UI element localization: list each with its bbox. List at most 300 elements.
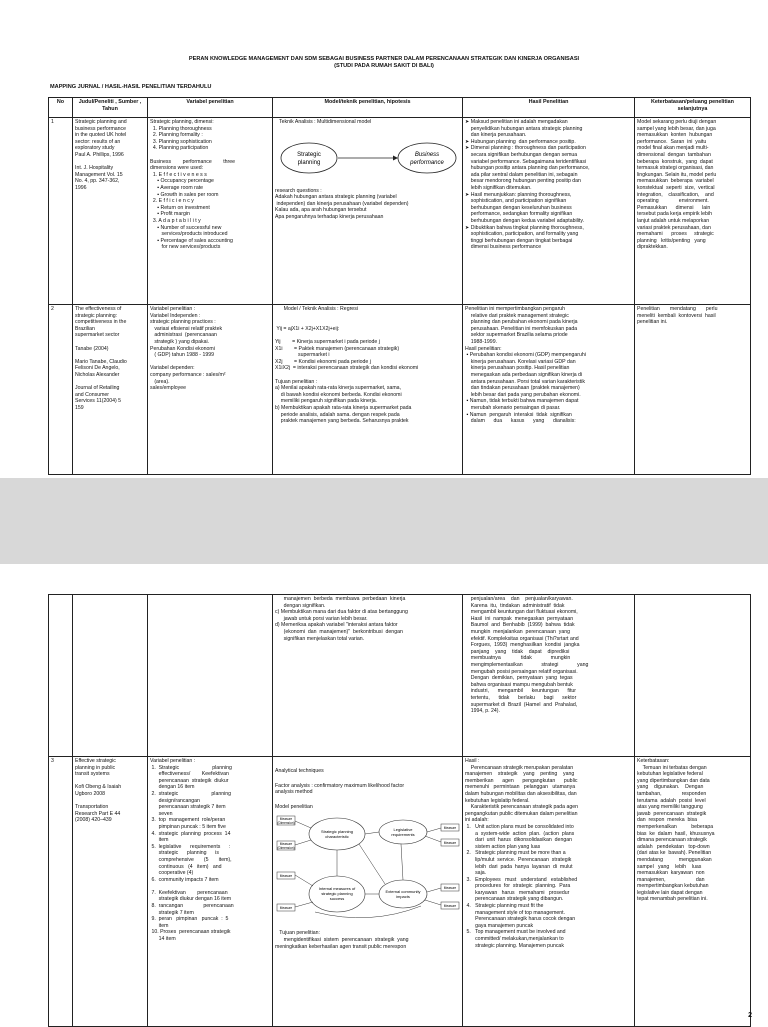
text-line: lebih signifikan ditemukan. bbox=[465, 184, 532, 191]
text-line: 2. E f f i c i e n c y bbox=[150, 198, 194, 205]
text-line: mempertimbangkan kebutuhan bbox=[637, 883, 709, 890]
hasil-cell-continued bbox=[463, 595, 635, 757]
text-line: No. 4, pp. 347-362, bbox=[75, 178, 120, 185]
text-line: ➤ Maksud penelitian ini adalah mengadakan bbox=[465, 119, 568, 125]
text-line: 3. Employees must understand established bbox=[465, 876, 578, 883]
text-line: manajemen strategik yang penting yang bbox=[465, 771, 575, 778]
text-line: memberikan agen pengangkutan public bbox=[465, 777, 578, 784]
svg-text:Measure: Measure bbox=[443, 886, 457, 891]
text-line: signifikan menjelaskan total varian. bbox=[275, 635, 365, 642]
text-line: kebutuhan legislative federal bbox=[637, 771, 703, 778]
text-line: Journal of Retailing bbox=[75, 385, 120, 392]
text-line: X1iX2j = interaksi perencanaan strategik dan kondisi ekonomi bbox=[275, 365, 419, 372]
text-line: tambahan, responden bbox=[637, 790, 707, 797]
text-line: a) Menilai apakah rata-rata kinerja supermarket, sama, bbox=[275, 385, 401, 392]
text-line bbox=[150, 152, 270, 159]
text-line: analysis method bbox=[275, 789, 313, 796]
analytical-techniques: Analytical techniques bbox=[275, 768, 324, 774]
text-line: (ekonomi dan manajemen)" berkontribusi dengan bbox=[275, 628, 403, 635]
text-line: 1. Planning thoroughness bbox=[150, 125, 212, 132]
text-line: Karakteristik perencanaan strategik pada agen bbox=[465, 804, 579, 811]
text-line: dimensions were used: bbox=[150, 165, 204, 172]
text-line: in the quoted UK hotel bbox=[75, 132, 127, 139]
text-line: Variabel penelitian : bbox=[150, 758, 196, 764]
text-line: beberapa konstruk, yang dapat bbox=[637, 158, 713, 165]
text-line: variasi praktek perusahaan, dan bbox=[637, 224, 711, 231]
text-line bbox=[150, 883, 270, 890]
text-line: 2. Strategic planning must be more than a bbox=[465, 850, 566, 857]
text-line: besar mendorong hubungan penting positip dan bbox=[465, 178, 581, 185]
page-number: 2 bbox=[748, 1012, 752, 1019]
text-line: dengan 16 item bbox=[150, 784, 195, 791]
svg-text:Legislative: Legislative bbox=[393, 827, 413, 833]
text-line: variasi efisiensi relatif praktek bbox=[150, 325, 223, 332]
text-line: kinerja perusahaan. Korelasi variasi GDP dan bbox=[465, 358, 576, 365]
text-line: ▪ Percentage of sales accounting bbox=[150, 237, 233, 244]
text-line: 1994, p. 24). bbox=[465, 708, 500, 715]
text-line: 8. rancangan perencanaan bbox=[150, 903, 234, 910]
text-line: Yij = ajX1i + X2j+X1X2j+eij: bbox=[275, 325, 340, 332]
text-line: comprehensive (5 item), bbox=[150, 856, 232, 863]
svg-text:(Dimension): (Dimension) bbox=[277, 821, 295, 826]
text-line: dengan signifikan. bbox=[275, 602, 326, 609]
text-line: transit systems bbox=[75, 771, 110, 778]
text-line: manajemen berbeda membawa perbedaan kinerja bbox=[275, 596, 406, 602]
text-line: supermarket di Brazil (Hamel and Prahalad, bbox=[465, 701, 578, 708]
text-line: adalah pendekatan top-down bbox=[637, 843, 710, 850]
variabel-cell bbox=[148, 757, 273, 1027]
text-line: sampel yang lebih luas bbox=[637, 863, 702, 870]
text-line bbox=[275, 319, 460, 326]
text-line: pengangkutan public ditemukan dalam penelitian bbox=[465, 810, 578, 817]
text-line: dimensional dengan tambahan bbox=[637, 151, 711, 158]
text-line: strategik 7 item bbox=[150, 909, 194, 916]
text-line: Research Part E 44 bbox=[75, 810, 121, 817]
text-line: Kalau ada, apa arah hubungan tersebut bbox=[275, 207, 367, 214]
page-1 bbox=[0, 0, 768, 478]
header-keterbatasan: Keterbatasan/peluang penelitian selanjutnya bbox=[635, 98, 751, 118]
text-line: merubah skenario persaingan di pasar. bbox=[465, 404, 561, 411]
text-line bbox=[75, 798, 145, 805]
text-line: penelitian ini. bbox=[637, 319, 668, 326]
text-line: 4. Strategic planning must fit the bbox=[465, 903, 544, 910]
text-line: 1. Strategic planning bbox=[150, 764, 232, 771]
text-line: secara signifikan berhubungan dengan semua bbox=[465, 151, 578, 158]
text-line: tertentu, tidak berlaku bagi sektor bbox=[465, 694, 577, 701]
hasil-cell bbox=[463, 118, 635, 305]
text-line: 5. Top management must be involved and bbox=[465, 929, 566, 936]
text-line: ▪ Namun pengaruh interaksi tidak signifikan bbox=[465, 411, 572, 418]
table-row bbox=[49, 757, 751, 1027]
text-line: antara perusahaan. Porsi total varian karakteristik bbox=[465, 378, 585, 385]
page-gap bbox=[0, 478, 768, 564]
text-line bbox=[75, 379, 145, 386]
hasil-cell bbox=[463, 305, 635, 475]
text-line: Tujuan penelitian: bbox=[275, 930, 320, 937]
text-line: dimana perencanaan strategik bbox=[637, 837, 707, 844]
text-line: Baumol and Benhabib (1999) bahwa tidak bbox=[465, 622, 575, 629]
text-line: dan respon mereka bisa bbox=[637, 817, 697, 824]
text-line: memahami proses strategic bbox=[637, 231, 714, 238]
text-line: exploratory study bbox=[75, 145, 115, 152]
text-line: Tanabe (2004) bbox=[75, 345, 109, 352]
text-line: bahwa organisasi mampu mengubah bentuk bbox=[465, 681, 573, 688]
text-line bbox=[275, 332, 460, 339]
text-line: ▪ Return on investment bbox=[150, 204, 210, 211]
text-line: 1. E f f e c t i v e n e s s bbox=[150, 171, 207, 178]
table-row bbox=[49, 305, 751, 475]
text-line: Perencanaan strategik merupakan peralatan bbox=[465, 764, 574, 771]
text-line: tepat menambah penelitian ini. bbox=[637, 896, 708, 903]
text-line: mendatang menggunakan bbox=[637, 856, 712, 863]
text-line: planning in public bbox=[75, 764, 116, 771]
text-line: 4. Planning participation bbox=[150, 145, 209, 152]
text-line: ini adalah: bbox=[465, 817, 489, 824]
text-line: ▪ Profit margin bbox=[150, 211, 190, 218]
text-line: ➤ Dibuktikan bahwa tingkat planning thoroughness, bbox=[465, 224, 584, 231]
svg-text:Measure: Measure bbox=[279, 842, 293, 847]
text-line: di bawah kondisi ekonomi berbeda. Kondisi ekonomi bbox=[275, 391, 402, 398]
text-line: Effective strategic bbox=[75, 758, 116, 764]
text-line: membuatnya tidak mungkin bbox=[465, 655, 571, 662]
text-line: mengimplementasikan strategi yang bbox=[465, 661, 589, 668]
text-line: industri, mengambil keuntungan fitur bbox=[465, 688, 577, 695]
text-line: business performance bbox=[75, 125, 127, 132]
text-line: cooperative (4) bbox=[150, 870, 194, 877]
text-line: sales/employee bbox=[150, 385, 187, 392]
text-line: (dari atas ke bawah). Penelitian bbox=[637, 850, 712, 857]
text-line: tersebut pada kerja empirik lebih bbox=[637, 211, 712, 218]
text-line: performance, sedangkan formality signifikan bbox=[465, 211, 573, 218]
text-line bbox=[75, 339, 145, 346]
row-number: 3 bbox=[49, 757, 73, 1027]
text-line bbox=[75, 352, 145, 359]
text-line: 1996 bbox=[75, 184, 87, 191]
text-line: Mario Tanabe, Claudio bbox=[75, 358, 127, 365]
svg-text:success: success bbox=[329, 896, 345, 902]
svg-text:strategic planning: strategic planning bbox=[321, 891, 353, 897]
text-line: ▪ Perubahan kondisi ekonomi (GDP) mempengaruhi bbox=[465, 352, 586, 359]
tujuan-penelitian bbox=[275, 930, 460, 950]
text-line: Strategic planning and bbox=[75, 119, 127, 125]
text-line: yang digunakan. Dengan bbox=[637, 784, 704, 791]
text-line: performance. Saran ini yaitu bbox=[637, 138, 707, 145]
text-line: research questions : bbox=[275, 187, 322, 194]
text-line: lebih besar dari pada yang perubahan ekonomi. bbox=[465, 391, 581, 398]
text-line: 1. Unit action plans must be consolidated into bbox=[465, 823, 574, 830]
text-line: ( GDP) tahun 1988 - 1999 bbox=[150, 352, 215, 359]
text-line: planning dan perubahan ekonomi pada kinerja bbox=[465, 319, 578, 326]
text-line: Int. J. Hospitality bbox=[75, 165, 114, 172]
text-line: Perencanaan strategik harus cocok dengan bbox=[465, 916, 576, 923]
text-line: meneliti kembali kontoversi hasil bbox=[637, 312, 716, 319]
text-line: ▪ Occupancy percentage bbox=[150, 178, 214, 185]
text-line: yang dipertimbangkan dan data bbox=[637, 777, 710, 784]
header-hasil: Hasil Penelitian bbox=[463, 98, 635, 118]
text-line: tinggi berhubungan dengan tingkat berbagai bbox=[465, 237, 573, 244]
text-line: mengambil keuntungan dari fluktuasi ekonomi, bbox=[465, 609, 578, 616]
text-line: strategic planning. Manajemen puncak bbox=[465, 942, 564, 949]
text-line: The effectiveness of bbox=[75, 306, 122, 312]
text-line: 3. top management role/peran bbox=[150, 817, 226, 824]
text-line: sophistication, participation, and formality yang bbox=[465, 231, 579, 238]
text-line: legislative lain dapat dengan bbox=[637, 889, 703, 896]
text-line: strategik diukur dengan 16 item bbox=[150, 896, 232, 903]
text-line: 5. legislative requirements : bbox=[150, 843, 231, 850]
text-line: 159 bbox=[75, 404, 84, 411]
planning-performance-diagram bbox=[275, 130, 461, 182]
text-line: hubungan positip antara planning dan performance, bbox=[465, 165, 590, 172]
row-number: 1 bbox=[49, 118, 73, 305]
model-cell bbox=[273, 757, 463, 1027]
text-line: Nicholas Alexander bbox=[75, 371, 120, 378]
research-model-diagram bbox=[275, 814, 461, 926]
text-line: strategic planning: bbox=[75, 312, 118, 319]
text-line: Hasil penelitian: bbox=[465, 345, 502, 352]
text-line: bias ke dalam hasil, khususnya bbox=[637, 830, 715, 837]
text-line: karyawan harus memahami prosedur bbox=[465, 889, 570, 896]
text-line: ➤ Dimensi planning : thoroughness dan participation bbox=[465, 145, 586, 152]
table-header-row bbox=[49, 98, 751, 118]
text-line: continuous (4 item) and bbox=[150, 863, 222, 870]
text-line: termasuk strategi organisasi, dan bbox=[637, 165, 714, 172]
text-line: a system-wide action plan. (action plans bbox=[465, 830, 575, 837]
text-line: 1988-1999. bbox=[465, 338, 498, 345]
text-line: saja. bbox=[465, 870, 487, 877]
business-performance-node bbox=[398, 143, 456, 173]
judul-cell bbox=[73, 757, 148, 1027]
text-line: administrasi (perencanaan bbox=[150, 332, 217, 339]
text-line: Tujuan penelitian : bbox=[275, 378, 318, 385]
page-2 bbox=[0, 564, 768, 1024]
text-line: konstektual seperti size, vertical bbox=[637, 184, 715, 191]
text-line: b) Membuktikan apakah rata-rata kinerja supermarket pada bbox=[275, 404, 412, 411]
text-line bbox=[75, 159, 145, 166]
text-line: company performance : sales/m² bbox=[150, 371, 226, 378]
text-line: gaya manajemen puncak bbox=[465, 922, 534, 929]
document-title: PERAN KNOWLEDGE MANAGEMENT DAN SDM SEBAGAI BUSINESS PARTNER DALAM PERENCANAAN STRATEGIK DAN KINERJA ORGANISASI bbox=[188, 56, 580, 62]
table-row bbox=[49, 118, 751, 305]
text-line: memperkenalkan beberapa bbox=[637, 823, 714, 830]
model-cell bbox=[273, 305, 463, 475]
text-line: manajemen, dan bbox=[637, 876, 705, 883]
svg-text:Measure: Measure bbox=[279, 817, 293, 822]
text-line: Kofi Obeng & Isaiah bbox=[75, 784, 122, 791]
text-line: 10. Proses perencanaan strategik bbox=[150, 929, 231, 936]
text-line: dalam dua kasus yang dianalisis: bbox=[465, 418, 576, 425]
text-line: Hasil : bbox=[465, 758, 480, 764]
text-line: efektif. Kompleksitas organisasi (Thi?srtart and bbox=[465, 635, 579, 642]
text-line: ▪ Average room rate bbox=[150, 184, 204, 191]
judul-cell bbox=[73, 118, 148, 305]
text-line: sector: results of an bbox=[75, 138, 121, 145]
text-line: Variabel Independen : bbox=[150, 312, 201, 319]
model-technique: Teknik Analisis : Multidimensional model bbox=[279, 119, 372, 125]
text-line: d) Memeriksa apakah variabel "interaksi antara faktor bbox=[275, 622, 398, 629]
text-line: sophistication, and participation signifikan bbox=[465, 198, 567, 205]
text-line: panjang yang tidak dapat diprediksi bbox=[465, 648, 570, 655]
svg-text:Measure: Measure bbox=[443, 904, 457, 909]
text-line: (area). bbox=[150, 378, 170, 385]
text-line: kinerja perusahaan positip. Hasil penelitian bbox=[465, 365, 570, 372]
text-line: Perubahan Kondisi ekonomi bbox=[150, 345, 215, 352]
text-line: competitiveness in the bbox=[75, 319, 127, 326]
text-line: integration, classification, and bbox=[637, 191, 714, 198]
arrow-head-icon bbox=[393, 155, 398, 160]
document-subtitle: (STUDI PADA RUMAH SAKIT DI BALI) bbox=[334, 63, 434, 69]
text-line: sektor supermarket Brazilia selama priode bbox=[465, 332, 568, 339]
text-line: Forgues, 1993) menghasilkan kondisi jangka bbox=[465, 642, 580, 649]
text-line: memiliki pengaruh signifikan pada kinerja. bbox=[275, 398, 378, 405]
text-line: mengidentifikasi sistem perencanaan strategik yang bbox=[275, 936, 409, 943]
text-line: Brazilian bbox=[75, 325, 95, 332]
text-line: Temuan ini terbatas dengan bbox=[637, 764, 707, 771]
text-line: variabel performance. Sebagaimana teridentifikasi bbox=[465, 158, 587, 165]
text-line: Yij = Kinerja supermarket i pada periode j bbox=[275, 338, 380, 345]
text-line: Variabel penelitian : bbox=[150, 306, 196, 312]
svg-text:Strategic planning: Strategic planning bbox=[320, 829, 354, 835]
text-line: perusahaan. Penelitian ini memfokuskan pada bbox=[465, 325, 578, 332]
text-line: 3. A d a p t a b i l i t y bbox=[150, 217, 201, 224]
text-line: X1i = Paktek manajemen (perencanaan strategik) bbox=[275, 345, 400, 352]
text-line: perencanaan strategik diukur bbox=[150, 777, 229, 784]
text-line: operating environment. bbox=[637, 198, 709, 205]
svg-text:impacts: impacts bbox=[396, 894, 410, 900]
text-line: praktek manajemen yang berbeda. Seharusnya praktek bbox=[275, 418, 409, 425]
text-line: memasukkan karyawan non bbox=[637, 870, 705, 877]
svg-text:External community: External community bbox=[385, 889, 421, 895]
header-variabel: Variabel penelitian bbox=[148, 98, 273, 118]
text-line: 14 item bbox=[150, 936, 176, 943]
text-line: item bbox=[150, 837, 169, 844]
text-line: atas yang memiliki tanggung bbox=[637, 804, 703, 811]
keterbatasan-cell bbox=[635, 757, 751, 1027]
text-line: penjualan/area dan penjualan/karyawan. bbox=[465, 596, 573, 602]
text-line: planning kritis/penting yang bbox=[637, 237, 706, 244]
row-number: 2 bbox=[49, 305, 73, 475]
text-line: relative dari praktek management strategic bbox=[465, 312, 569, 319]
table-row bbox=[49, 595, 751, 757]
text-line: jawab untuk porsi varian lebih besar. bbox=[275, 615, 368, 622]
text-line: Transportation bbox=[75, 804, 109, 811]
strategic-planning-label-1: Strategic bbox=[297, 151, 321, 158]
text-line: dipraktekkan. bbox=[637, 244, 668, 251]
text-line: dalam hubungan mobilitas dan aksesibilitas, dan bbox=[465, 790, 577, 797]
text-line: penyelidikan hubungan antara strategic planning bbox=[465, 125, 583, 132]
text-line: 4. strategic planning process 14 bbox=[150, 830, 231, 837]
text-line: sistem action plan yang luas bbox=[465, 843, 541, 850]
text-line: item bbox=[150, 922, 169, 929]
strategic-planning-label-2: planning bbox=[297, 159, 321, 166]
text-line: strategic planning is bbox=[150, 850, 219, 857]
text-line: lip/mulut service. Perencanaan strategik bbox=[465, 856, 572, 863]
header-judul: Judul/Peneliti , Sumber , Tahun bbox=[73, 98, 148, 118]
text-line: meningkatkan keberhasilan agen transit public merespon bbox=[275, 943, 407, 950]
text-line: Pemasukkan dimensi lain bbox=[637, 204, 711, 211]
text-line: committed/ melakukan,menjalankan to bbox=[465, 936, 564, 943]
text-line: services/products introduced bbox=[150, 231, 228, 238]
svg-text:Measure: Measure bbox=[443, 826, 457, 831]
text-line: 7. Keefektivan perencanaan bbox=[150, 889, 228, 896]
text-line: sampel yang lebih besar, dan juga bbox=[637, 125, 716, 132]
header-no: No bbox=[49, 98, 73, 118]
text-line bbox=[75, 778, 145, 785]
text-line: seven bbox=[150, 810, 173, 817]
text-line: perencanaan strategik yang dibangun. bbox=[465, 896, 564, 903]
svg-text:Measure: Measure bbox=[279, 874, 293, 879]
factor-analysis bbox=[275, 783, 460, 796]
text-line: dan tindakan perusahaan (praktek manajemen) bbox=[465, 385, 580, 392]
svg-text:Internal measures of: Internal measures of bbox=[318, 886, 356, 892]
text-line: 9. peran pimpinan puncak : 5 bbox=[150, 916, 229, 923]
text-line: Business performance three bbox=[150, 158, 236, 165]
text-line: strategic planning practices : bbox=[150, 319, 216, 326]
text-line: Variabel dependen: bbox=[150, 365, 195, 372]
variabel-cell bbox=[148, 118, 273, 305]
keterbatasan-cell bbox=[635, 305, 751, 475]
text-line: Model / Teknik Analisis : Regresi bbox=[275, 306, 358, 312]
text-line: terutama adalah posisi level bbox=[637, 797, 706, 804]
text-line: mengubah posisi persaingan relatif organisasi. bbox=[465, 668, 578, 675]
text-line: Ugboro 2008 bbox=[75, 790, 105, 797]
model-penelitian-label: Model penelitian bbox=[275, 803, 313, 810]
text-line: Hasil ini nampak menegaskan pernyataan bbox=[465, 615, 574, 622]
text-line: memasukkan beberapa variabel bbox=[637, 178, 714, 185]
business-performance-label-1: Business bbox=[414, 151, 440, 158]
text-line: dimensi business performance bbox=[465, 244, 542, 251]
text-line: periode analisis, adalah sama. dengan respek pada bbox=[275, 411, 400, 418]
text-line: Penelitian mendatang perlu bbox=[637, 306, 718, 312]
text-line: Apa pengaruhnya terhadap kinerja perusahaan bbox=[275, 213, 384, 220]
svg-text:characteristic: characteristic bbox=[325, 834, 349, 840]
text-line: effectiveness/ Keefektivan bbox=[150, 771, 229, 778]
text-line: X2j = Kondisi ekonomi pada periode j bbox=[275, 358, 371, 365]
text-line: berhubungan dengan kedua variabel adaptability. bbox=[465, 217, 585, 224]
mapping-table-page-2 bbox=[48, 594, 751, 1027]
text-line: lebih dari pada hanya layanan di mulut bbox=[465, 863, 573, 870]
mapping-table-page-1 bbox=[48, 97, 751, 475]
model-cell-continued bbox=[273, 595, 463, 757]
keterbatasan-cell bbox=[635, 118, 751, 305]
header-model: Model/teknik penelitian, hipotesis bbox=[273, 98, 463, 118]
text-line bbox=[150, 359, 270, 366]
text-line bbox=[275, 372, 460, 379]
text-line: design/rancangan bbox=[150, 797, 200, 804]
text-line: lanjut adalah untuk melaporkan bbox=[637, 217, 710, 224]
text-line: Adakah hubungan antara strategic planning (variabel bbox=[275, 194, 397, 201]
text-line: Penelitian ini mempertimbangkan pengaruh bbox=[465, 306, 566, 312]
variabel-cell bbox=[148, 305, 273, 475]
business-performance-label-2: performance bbox=[410, 159, 444, 166]
text-line: mungkin menjalankan perencanaan yang bbox=[465, 628, 570, 635]
strategic-planning-node bbox=[281, 143, 337, 173]
text-line: and Consumer bbox=[75, 391, 110, 398]
text-line: Services 11(2004) 5 bbox=[75, 398, 122, 405]
text-line: management style of top management. bbox=[465, 909, 566, 916]
svg-text:Measure: Measure bbox=[279, 906, 293, 911]
svg-text:Measure: Measure bbox=[443, 841, 457, 846]
text-line: dan kinerja perusahaan. bbox=[465, 132, 527, 139]
text-line: ➤ Hubungan planning dan performance positip. bbox=[465, 138, 576, 145]
text-line: (2008) 420–439 bbox=[75, 817, 112, 824]
text-line: jawab perencanaan strategik bbox=[637, 810, 707, 817]
svg-text:requirements: requirements bbox=[391, 832, 415, 838]
text-line: ▪ Growth in sales per room bbox=[150, 191, 219, 198]
text-line: Dengan demikian, pernyataan yang tegas bbox=[465, 675, 573, 682]
text-line: ➤ Hasil menunjukkan: planning thoroughness, bbox=[465, 191, 572, 198]
text-line: independen) dan kinerja perusahaan (variabel dependen) bbox=[275, 200, 409, 207]
text-line: dari unit harus dikonsolidasikan dengan bbox=[465, 837, 572, 844]
